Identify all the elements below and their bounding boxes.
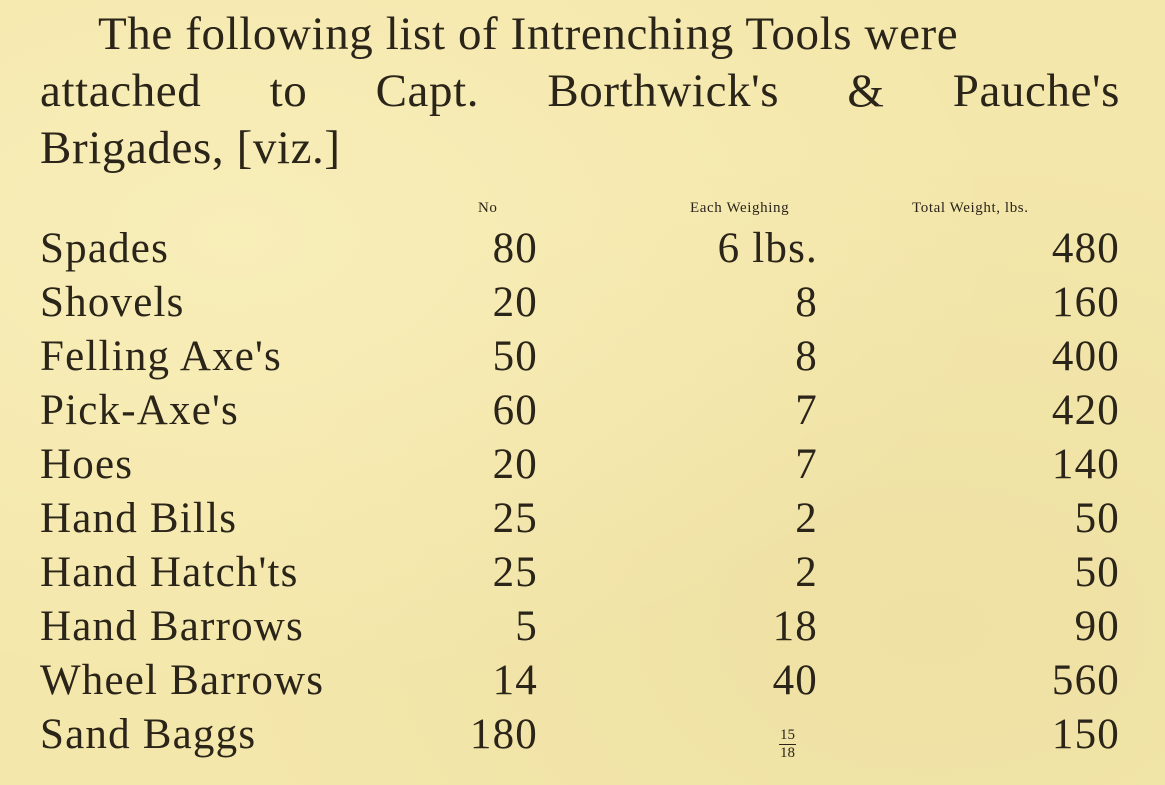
table-row	[40, 708, 1120, 762]
tool-each-weight: 18	[772, 603, 818, 650]
tool-count: 80	[492, 225, 538, 272]
table-row	[40, 384, 1120, 438]
tool-total-weight: 160	[1051, 279, 1120, 326]
tool-total-weight: 480	[1051, 225, 1120, 272]
table-row	[40, 492, 1120, 546]
tool-each-weight: 7	[795, 387, 818, 434]
tool-each-weight: 8	[795, 333, 818, 380]
tool-total-weight: 90	[1074, 603, 1120, 650]
table-row	[40, 600, 1120, 654]
header-no: No	[478, 200, 498, 216]
tool-name: Spades	[40, 225, 170, 272]
tool-count: 180	[469, 711, 538, 758]
tool-name: Hoes	[40, 441, 134, 488]
tool-count: 50	[492, 333, 538, 380]
tool-total-weight: 420	[1051, 387, 1120, 434]
tool-count: 60	[492, 387, 538, 434]
tool-total-weight: 50	[1074, 495, 1120, 542]
tool-each-weight: 2	[795, 495, 818, 542]
tool-total-weight: 50	[1074, 549, 1120, 596]
tool-count: 14	[492, 657, 538, 704]
tool-total-weight: 140	[1051, 441, 1120, 488]
tool-name: Pick-Axe's	[40, 387, 239, 434]
tool-name: Shovels	[40, 279, 185, 326]
tool-count: 5	[515, 603, 538, 650]
intro-line-2: attached to Capt. Borthwick's & Pauche's	[40, 65, 1120, 117]
tool-count: 25	[492, 495, 538, 542]
tool-each-weight: 8	[795, 279, 818, 326]
tool-each-weight: 2	[795, 549, 818, 596]
tool-each-weight: 6 lbs.	[717, 225, 818, 272]
tool-name: Hand Barrows	[40, 603, 304, 650]
intro-line-3: Brigades, [viz.]	[40, 122, 341, 174]
table-row	[40, 276, 1120, 330]
tool-name: Sand Baggs	[40, 711, 257, 758]
fraction-numerator: 15	[780, 726, 795, 743]
tool-total-weight: 150	[1051, 711, 1120, 758]
table-row	[40, 654, 1120, 708]
header-total-weight: Total Weight, lbs.	[912, 200, 1029, 216]
fraction-denominator: 18	[780, 744, 795, 761]
tool-count: 25	[492, 549, 538, 596]
tool-count: 20	[492, 441, 538, 488]
tool-name: Hand Bills	[40, 495, 238, 542]
tool-each-weight: 7	[795, 441, 818, 488]
tool-name: Hand Hatch'ts	[40, 549, 299, 596]
intro-paragraph	[40, 6, 1120, 177]
tool-count: 20	[492, 279, 538, 326]
tool-total-weight: 400	[1051, 333, 1120, 380]
column-headers	[0, 200, 1165, 222]
tools-table	[40, 222, 1120, 762]
header-each-weighing: Each Weighing	[690, 200, 790, 216]
tool-name: Wheel Barrows	[40, 657, 325, 704]
tool-total-weight: 560	[1051, 657, 1120, 704]
tool-each-weight: 40	[772, 657, 818, 704]
table-row	[40, 222, 1120, 276]
tool-name: Felling Axe's	[40, 333, 282, 380]
table-row	[40, 546, 1120, 600]
intro-line-1: The following list of Intrenching Tools were	[98, 8, 959, 60]
fraction	[779, 728, 796, 761]
table-row	[40, 330, 1120, 384]
tool-each-weight	[538, 708, 818, 762]
table-row	[40, 438, 1120, 492]
